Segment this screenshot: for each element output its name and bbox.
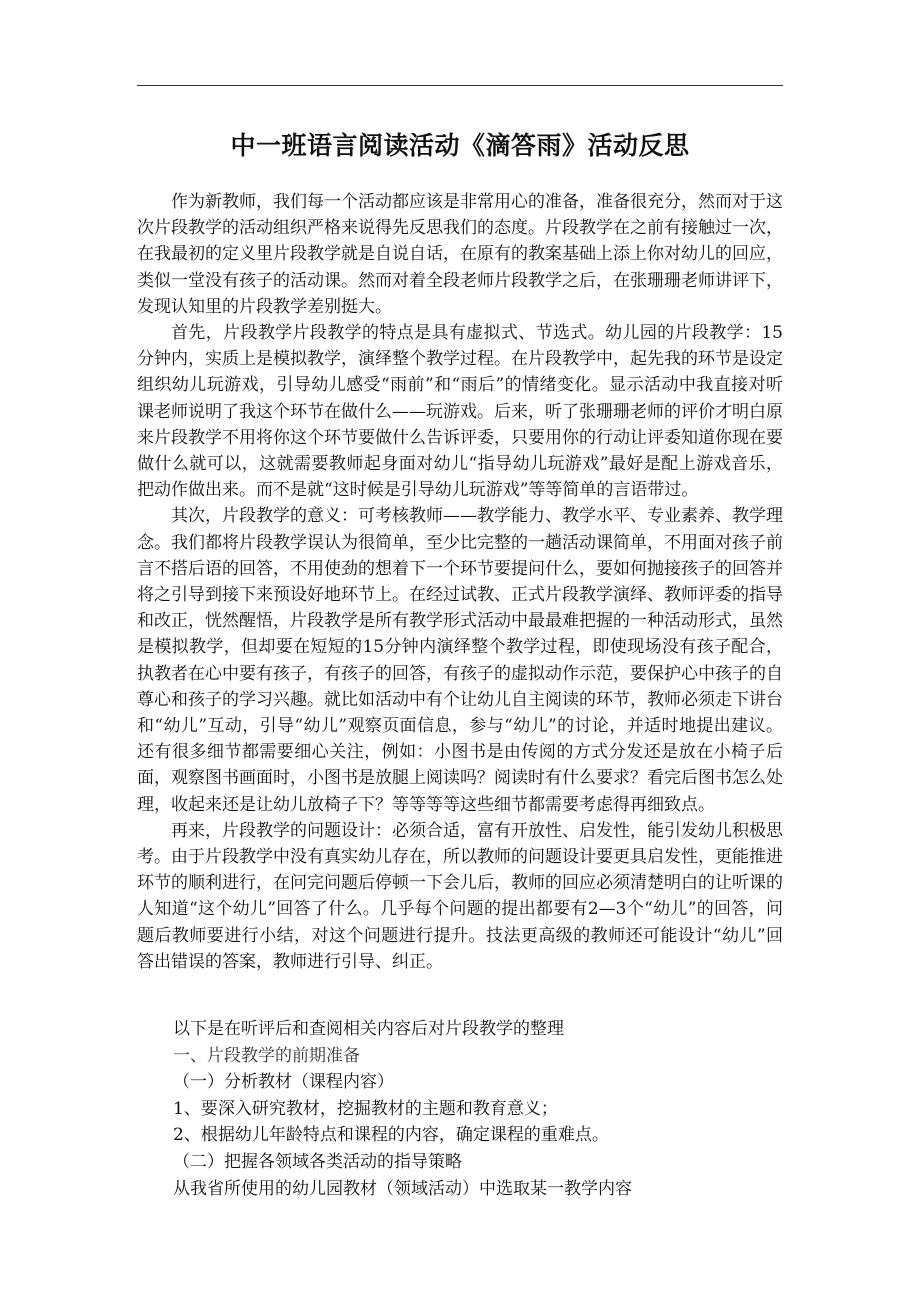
document-body xyxy=(137,189,783,975)
outline-item: 2、根据幼儿年龄特点和课程的内容，确定课程的重难点。 xyxy=(173,1125,609,1146)
paragraph: 再来，片段教学的问题设计：必须合适，富有开放性、启发性，能引发幼儿积极思考。由于片段教学中没有真实幼儿存在，所以教师的问题设计要更具启发性，更能推进环节的顺利进行，在问完问题后停顿一下会儿后，教师的回应必须清楚明白的让听课的人知道“这个幼儿”回答了什么。几乎每个问题的提出都要有2—3个“幼儿”的回答，问题后教师要进行小结，对这个问题进行提升。技法更高级的教师还可能设计“幼儿”回答出错误的答案，教师进行引导、纠正。 xyxy=(137,820,783,972)
outline-section xyxy=(137,1016,783,1202)
outline-item: 从我省所使用的幼儿园教材（领域活动）中选取某一教学内容 xyxy=(173,1178,632,1199)
paragraph: 首先，片段教学片段教学的特点是具有虚拟式、节选式。幼儿园的片段教学：15分钟内，实质上是模拟教学，演绎整个教学过程。在片段教学中，起先我的环节是设定组织幼儿玩游戏，引导幼儿感受“雨前”和“雨后”的情绪变化。显示活动中我直接对听课老师说明了我这个环节在做什么——玩游戏。后来，听了张珊珊老师的评价才明白原来片段教学不用将你这个环节要做什么告诉评委，只要用你的行动让评委知道你现在要做什么就可以，这就需要教师起身面对幼儿“指导幼儿玩游戏”最好是配上游戏音乐，把动作做出来。而不是就“这时候是引导幼儿玩游戏”等等简单的言语带过。 xyxy=(137,323,783,501)
outline-heading: 一、片段教学的前期准备 xyxy=(173,1045,360,1066)
outline-subheading: （一）分析教材（课程内容） xyxy=(173,1072,394,1093)
header-rule xyxy=(137,85,783,86)
outline-subheading: （二）把握各领域各类活动的指导策略 xyxy=(173,1151,462,1172)
paragraph: 其次，片段教学的意义：可考核教师——教学能力、教学水平、专业素养、教学理念。我们都将片段教学误认为很简单，至少比完整的一趟活动课简单，不用面对孩子前言不搭后语的回答，不用使劲的想着下一个环节要提问什么，要如何抛接孩子的回答并将之引导到接下来预设好地环节上。在经过试教、正式片段教学演绎、教师评委的指导和改正，恍然醒悟，片段教学是所有教学形式活动中最最难把握的一种活动形式，虽然是模拟教学，但却要在短短的15分钟内演绎整个教学过程，即使现场没有孩子配合，执教者在心中要有孩子，有孩子的回答，有孩子的虚拟动作示范，要保护心中孩子的自尊心和孩子的学习兴趣。就比如活动中有个让幼儿自主阅读的环节，教师必须走下讲台和“幼儿”互动，引导“幼儿”观察页面信息，参与“幼儿”的讨论，并适时地提出建议。还有很多细节都需要细心关注，例如：小图书是由传阅的方式分发还是放在小椅子后面，观察图书画面时，小图书是放腿上阅读吗？阅读时有什么要求？看完后图书怎么处理，收起来还是让幼儿放椅子下？等等等等这些细节都需要考虑得再细致点。 xyxy=(137,506,783,815)
paragraph: 作为新教师，我们每一个活动都应该是非常用心的准备，准备很充分，然而对于这次片段教学的活动组织严格来说得先反思我们的态度。片段教学在之前有接触过一次，在我最初的定义里片段教学就是自说自话，在原有的教案基础上添上你对幼儿的回应，类似一堂没有孩子的活动课。然而对着全段老师片段教学之后，在张珊珊老师讲评下，发现认知里的片段教学差别挺大。 xyxy=(137,192,783,317)
outline-intro: 以下是在听评后和查阅相关内容后对片段教学的整理 xyxy=(173,1019,564,1039)
outline-item: 1、要深入研究教材，挖掘教材的主题和教育意义； xyxy=(173,1098,558,1119)
page-title: 中一班语言阅读活动《滴答雨》活动反思 xyxy=(230,131,690,160)
